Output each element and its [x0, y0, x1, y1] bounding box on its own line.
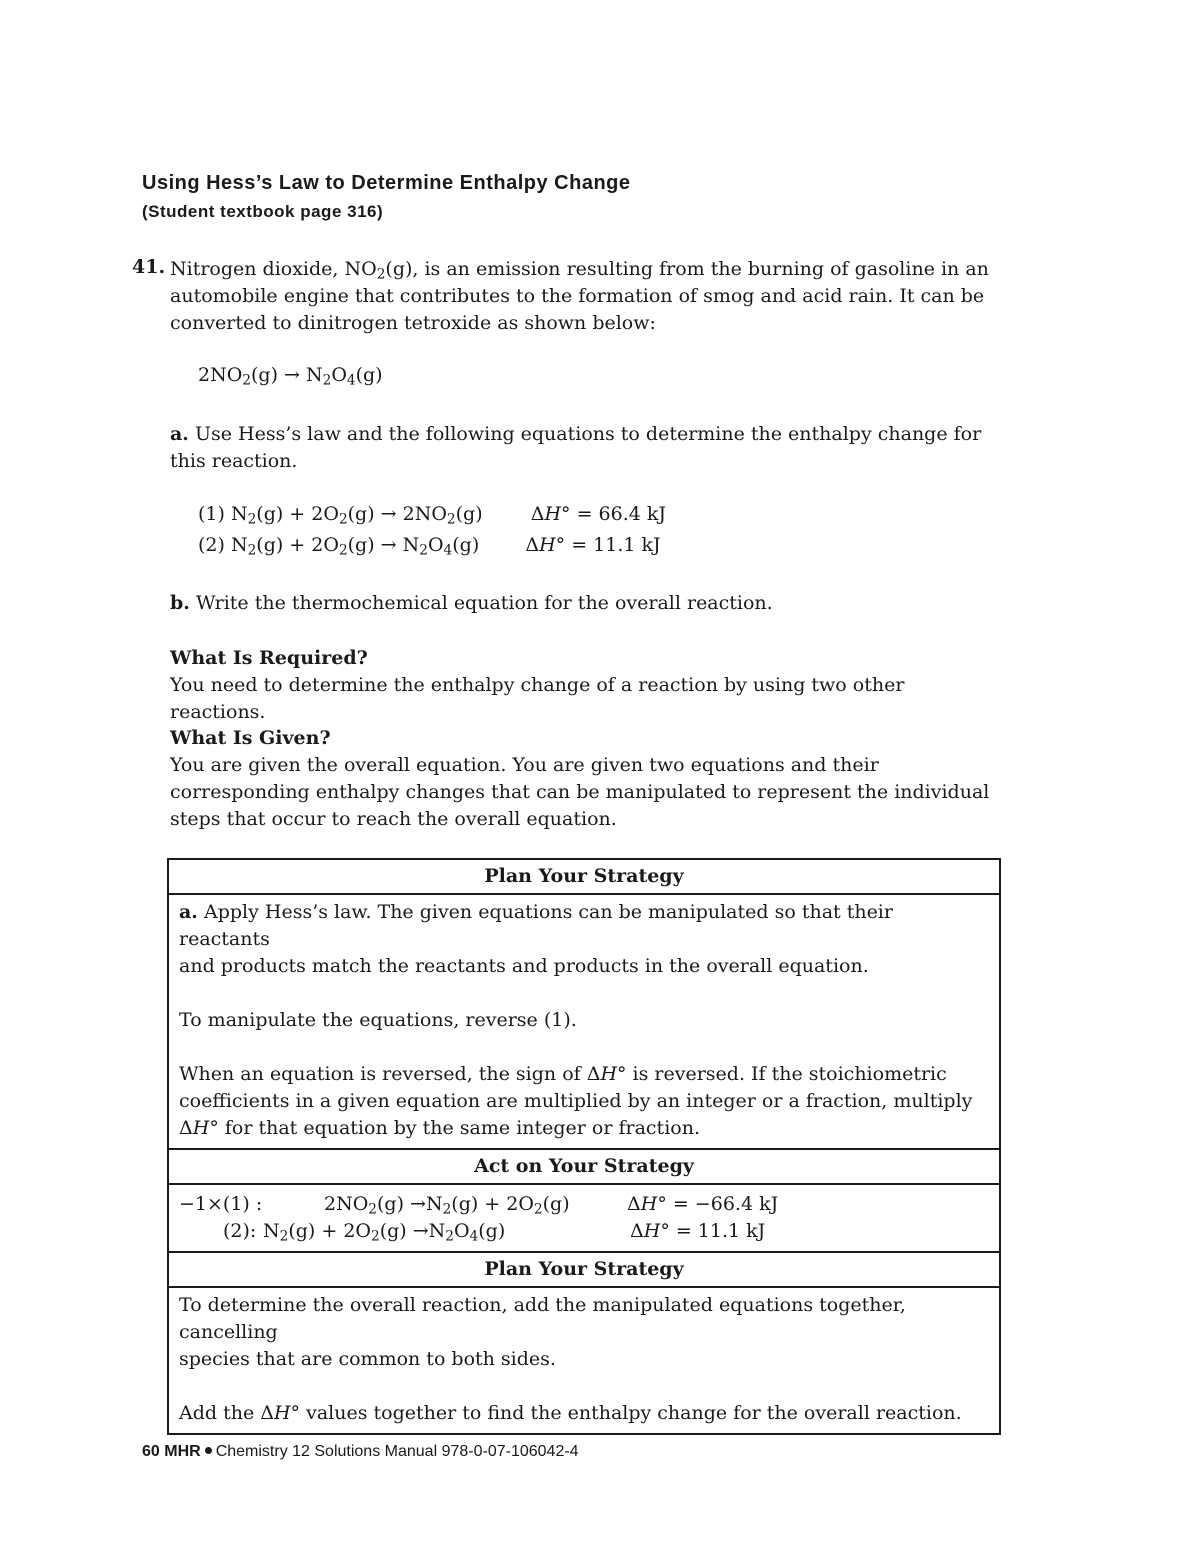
overall-equation: $2NO_2(g) \to N_2O_4(g)$ [198, 364, 383, 389]
equation-1-enthalpy: ΔH° = 66.4 kJ [530, 503, 667, 525]
equation-1: (1) $N_2(g) + 2O_2(g) \to 2NO_2(g) \Delta H^\circ = 66.4$ kJ [198, 503, 667, 528]
required-text: You need to determine the enthalpy change of a reaction by using two other reactions. [170, 674, 905, 723]
section-subtitle: (Student textbook page 316) [142, 202, 384, 221]
plan-strategy-header: Plan Your Strategy [168, 859, 1000, 894]
given-heading: What Is Given? [170, 727, 331, 749]
plan-strategy-cell-2: To determine the overall reaction, add the manipulated equations together, cancelling species that are common to both sides. Add the ΔH° values together to find the enthalpy change for the overall reaction. [168, 1287, 1000, 1434]
required-heading: What Is Required? [170, 647, 368, 669]
plan-strategy-cell: a. Apply Hess’s law. The given equations can be manipulated so that their reactants and products match the reactants and products in the overall equation. To manipulate the equations, reverse (1). When an equation is reversed, the sign of ΔH° is reversed. If the stoichiometric coefficients in a given equation are multiplied by an integer or a fraction, multiply ΔH° for that equation by the same integer or fraction. [168, 894, 1000, 1149]
bullet-icon [205, 1447, 212, 1454]
section-title: Using Hess’s Law to Determine Enthalpy Change [142, 172, 631, 194]
footer-text: Chemistry 12 Solutions Manual 978-0-07-106042-4 [215, 1443, 579, 1460]
publisher-mark: MHR [164, 1443, 201, 1460]
page-number: 60 [142, 1443, 160, 1460]
act-strategy-header: Act on Your Strategy [168, 1149, 1000, 1184]
plan-strategy-header-2: Plan Your Strategy [168, 1252, 1000, 1287]
page-footer [142, 1443, 579, 1461]
what-is-required [170, 645, 1000, 726]
act-strategy-cell [168, 1184, 1000, 1252]
act-equation-1: −1×(1) : $2NO_2(g) \to N_2(g) + 2O_2(g)$ ΔH° = −66.4 kJ [179, 1193, 779, 1218]
part-b-prompt: b. Write the thermochemical equation for the overall reaction. [170, 592, 773, 614]
equation-2: (2) $N_2(g) + 2O_2(g) \to N_2O_4(g) \Delta H^\circ = 11.1$ kJ [198, 534, 661, 559]
what-is-given: What Is Given? You are given the overall equation. You are given two equations and their corresponding enthalpy changes that can be manipulated to represent the individual steps that occur to reach the overall equation. [170, 725, 1000, 833]
act-equation-2: (2): $N_2(g) + 2O_2(g) \to N_2O_4(g)$ ΔH° = 11.1 kJ [223, 1220, 766, 1245]
question-intro: Nitrogen dioxide, $NO_2(g)$, is an emission resulting from the burning of gasoline in an automobile engine that contributes to the formation of smog and acid rain. It can be converted to dinitrogen tetroxide as shown below: [170, 258, 989, 334]
strategy-table [167, 858, 1001, 1435]
part-a-prompt: a. Use Hess’s law and the following equations to determine the enthalpy change for this reaction. [170, 423, 982, 472]
equation-2-enthalpy: ΔH° = 11.1 kJ [525, 534, 661, 556]
question-number: 41. [132, 256, 166, 278]
